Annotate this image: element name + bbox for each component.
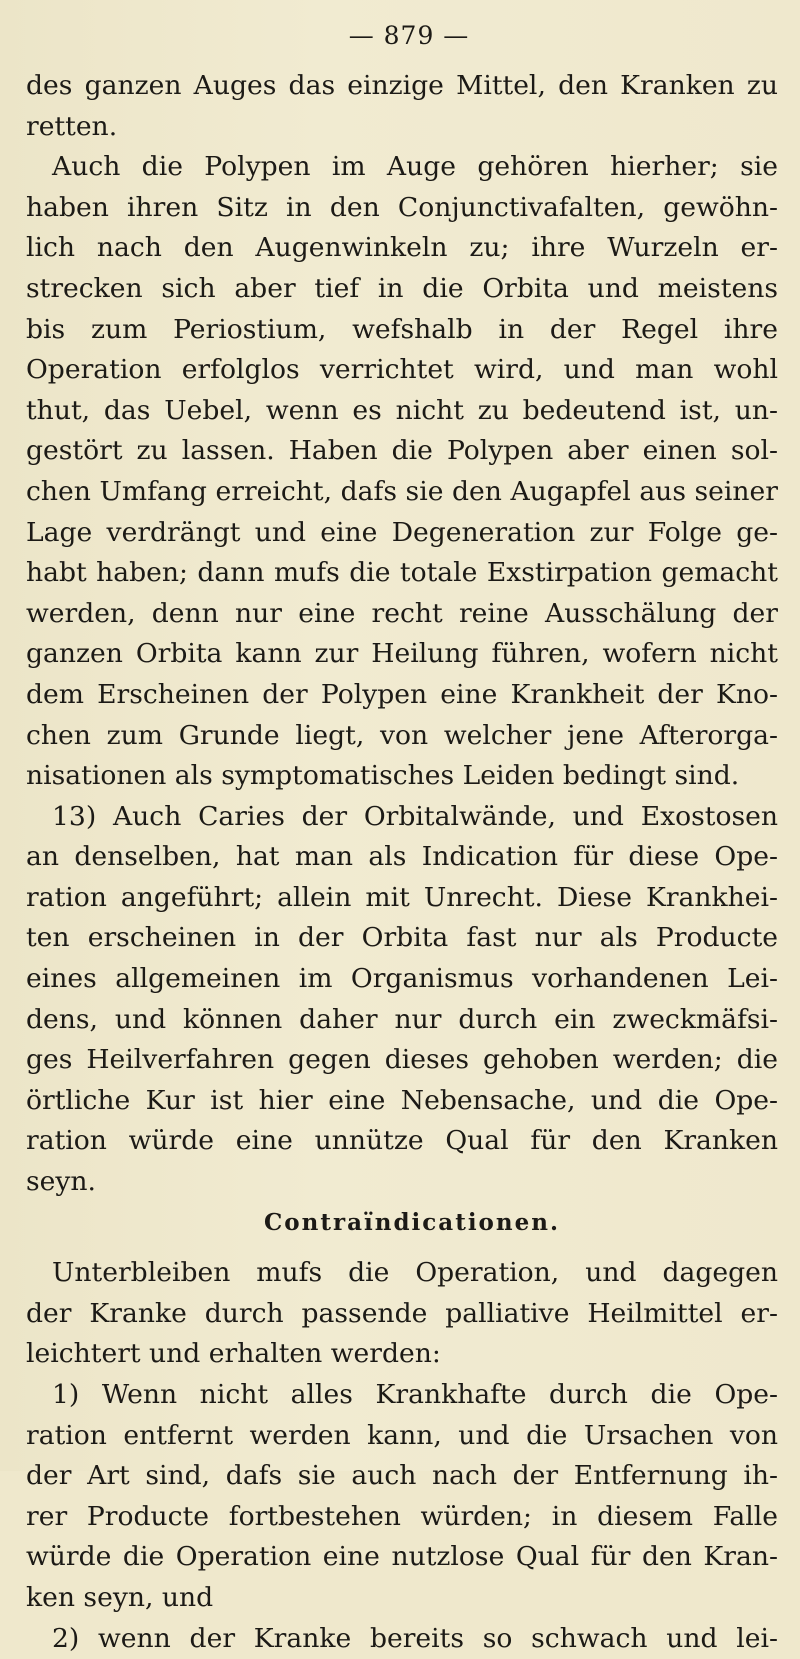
text-line: dens, und können daher nur durch ein zweckmäfsi- [26, 1003, 778, 1035]
text-line: gestört zu lassen. Haben die Polypen aber einen sol- [26, 435, 778, 467]
text-line: chen Umfang erreicht, dafs sie den Augapfel aus seiner [26, 475, 778, 507]
text-line: retten. [26, 110, 118, 142]
paragraph-start-line: Auch die Polypen im Auge gehören hierher; sie [52, 151, 778, 183]
text-line: Lage verdrängt und eine Degeneration zur Folge ge- [26, 516, 778, 548]
text-line: chen zum Grunde liegt, von welcher jene Afterorga- [26, 719, 778, 751]
text-line: der Kranke durch passende palliative Heilmittel er- [26, 1297, 778, 1329]
text-line: rer Producte fortbestehen würden; in diesem Falle [26, 1500, 778, 1532]
text-line: ges Heilverfahren gegen dieses gehoben werden; die [26, 1044, 778, 1076]
text-line: ration entfernt werden kann, und die Ursachen von [26, 1419, 778, 1451]
paragraph-start-line: Unterbleiben mufs die Operation, und dagegen [52, 1257, 778, 1289]
text-line: eines allgemeinen im Organismus vorhandenen Lei- [26, 963, 778, 995]
text-line: ration angeführt; allein mit Unrecht. Diese Krankhei- [26, 881, 778, 913]
text-line: dem Erscheinen der Polypen eine Krankheit der Kno- [26, 678, 778, 710]
text-line: seyn. [26, 1166, 96, 1198]
text-line: bis zum Periostium, wefshalb in der Regel ihre [26, 313, 778, 345]
page-number-header: — 879 — [348, 21, 470, 50]
text-line: ken seyn, und [26, 1581, 214, 1613]
text-line: thut, das Uebel, wenn es nicht zu bedeutend ist, un- [26, 394, 778, 426]
paragraph-start-line: 13) Auch Caries der Orbitalwände, und Exostosen [52, 800, 778, 832]
text-line: örtliche Kur ist hier eine Nebensache, und die Ope- [26, 1084, 778, 1116]
text-line: leichtert und erhalten werden: [26, 1338, 441, 1370]
paragraph-start-line: 1) Wenn nicht alles Krankhafte durch die Ope- [52, 1379, 778, 1410]
text-line: nisationen als symptomatisches Leiden bedingt sind. [26, 760, 740, 792]
text-line: werden, denn nur eine recht reine Ausschälung der [26, 597, 778, 629]
text-line: habt haben; dann mufs die totale Exstirpation gemacht [26, 557, 778, 589]
text-line: ten erscheinen in der Orbita fast nur als Producte [26, 922, 778, 954]
text-line: der Art sind, dafs sie auch nach der Entfernung ih- [26, 1460, 778, 1492]
text-line: Operation erfolglos verrichtet wird, und man wohl [26, 354, 778, 386]
section-heading: Contraïndicationen. [264, 1208, 560, 1236]
text-line: ration würde eine unnütze Qual für den Kranken [26, 1125, 778, 1157]
text-line: haben ihren Sitz in den Conjunctivafalten, gewöhn- [26, 191, 778, 223]
text-line: an denselben, hat man als Indication für diese Ope- [26, 841, 778, 873]
text-line: ganzen Orbita kann zur Heilung führen, wofern nicht [26, 638, 778, 670]
text-line: des ganzen Auges das einzige Mittel, den Kranken zu [26, 70, 778, 101]
text-line: lich nach den Augenwinkeln zu; ihre Wurzeln er- [26, 232, 778, 264]
paragraph-start-line: 2) wenn der Kranke bereits so schwach und lei- [52, 1622, 778, 1654]
text-line: strecken sich aber tief in die Orbita und meistens [26, 272, 778, 304]
page-body [26, 66, 778, 1659]
text-line: würde die Operation eine nutzlose Qual für den Kran- [26, 1541, 778, 1573]
